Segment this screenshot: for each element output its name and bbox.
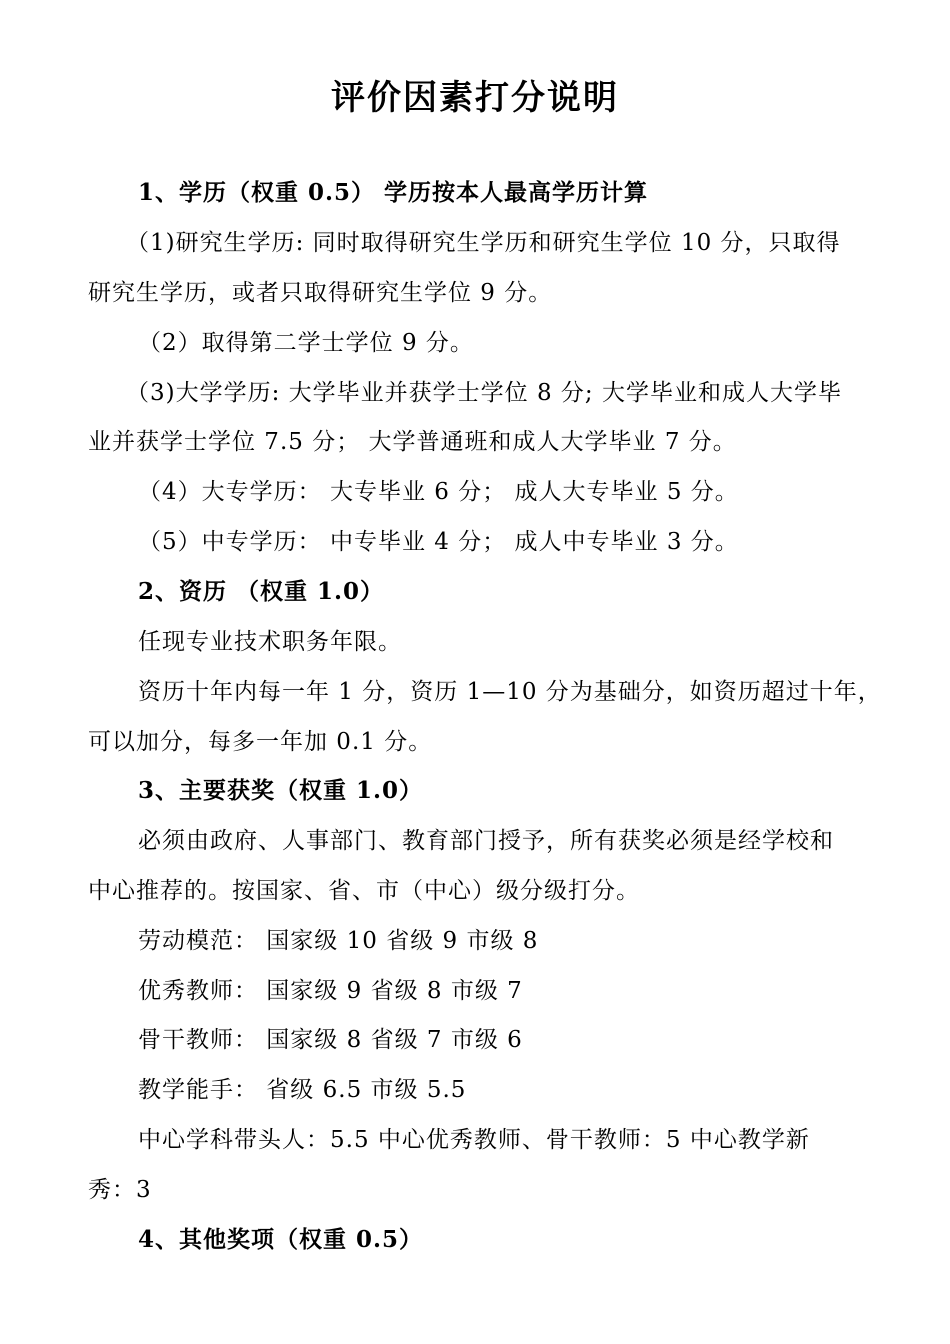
paragraph-line: 业并获学士学位 7.5 分； 大学普通班和成人大学毕业 7 分。 <box>88 429 737 455</box>
paragraph-line: 中心推荐的。按国家、省、市（中心）级分级打分。 <box>88 878 640 904</box>
section-1-heading: 1、学历（权重 0.5） 学历按本人最高学历计算 <box>138 179 649 206</box>
paragraph-line: 任现专业技术职务年限。 <box>138 629 402 655</box>
paragraph-line: （1)研究生学历: 同时取得研究生学历和研究生学位 10 分，只取得 <box>126 230 841 256</box>
award-line-excellent-teacher: 优秀教师： 国家级 9 省级 8 市级 7 <box>138 978 523 1004</box>
section-2-heading: 2、资历 （权重 1.0） <box>138 578 385 605</box>
section-4-heading: 4、其他奖项（权重 0.5） <box>138 1226 424 1253</box>
paragraph-line: 秀：3 <box>88 1177 152 1203</box>
paragraph-line: 资历十年内每一年 1 分，资历 1—10 分为基础分，如资历超过十年， <box>138 679 882 705</box>
paragraph-line: 可以加分，每多一年加 0.1 分。 <box>88 729 433 755</box>
section-3-heading: 3、主要获奖（权重 1.0） <box>138 777 424 804</box>
award-line-backbone-teacher: 骨干教师： 国家级 8 省级 7 市级 6 <box>138 1027 523 1053</box>
paragraph-line: （2）取得第二学士学位 9 分。 <box>138 330 474 356</box>
paragraph-line: （4）大专学历： 大专毕业 6 分； 成人大专毕业 5 分。 <box>138 479 739 505</box>
award-line-teaching-expert: 教学能手： 省级 6.5 市级 5.5 <box>138 1077 467 1103</box>
award-line-center: 中心学科带头人：5.5 中心优秀教师、骨干教师：5 中心教学新 <box>138 1127 810 1153</box>
document-title: 评价因素打分说明 <box>331 78 619 118</box>
paragraph-line: （3)大学学历: 大学毕业并获学士学位 8 分; 大学毕业和成人大学毕 <box>126 380 842 406</box>
award-line-labor-model: 劳动模范： 国家级 10 省级 9 市级 8 <box>138 928 539 954</box>
paragraph-line: （5）中专学历： 中专毕业 4 分； 成人中专毕业 3 分。 <box>138 529 739 555</box>
paragraph-line: 研究生学历，或者只取得研究生学位 9 分。 <box>88 280 553 306</box>
paragraph-line: 必须由政府、人事部门、教育部门授予，所有获奖必须是经学校和 <box>138 828 834 854</box>
